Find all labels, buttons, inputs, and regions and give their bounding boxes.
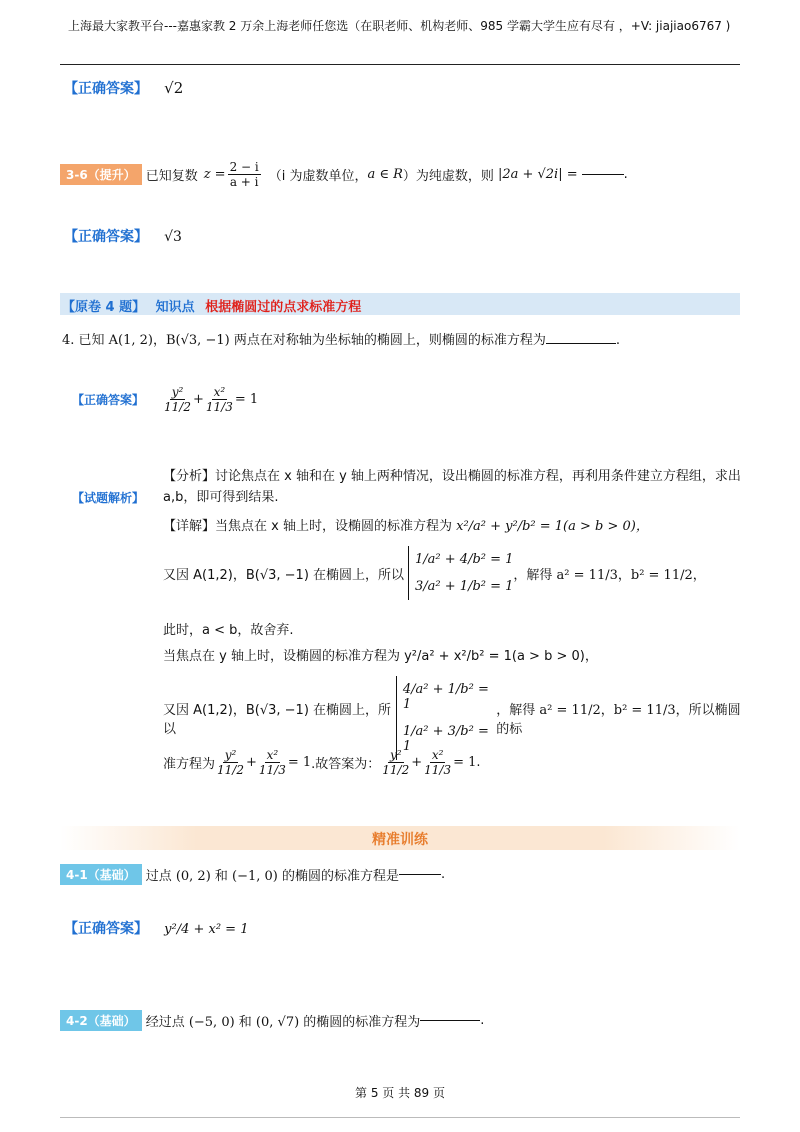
fraction-numerator: x² <box>431 748 444 762</box>
answer-blank <box>399 874 441 875</box>
answer-label: 【正确答案】 <box>64 921 148 937</box>
detail-text: 又因 A(1,2)，B(√3, −1) 在椭圆上，所以 <box>163 567 405 583</box>
plus-sign: + <box>192 392 204 407</box>
detail-end: . <box>476 755 481 770</box>
system-eq: 1/a² + 3/b² = 1 <box>402 724 489 754</box>
answer-blank <box>546 343 616 344</box>
question-badge: 4-2（基础） <box>60 1010 142 1031</box>
analysis-label: 【试题解析】 <box>72 491 145 505</box>
section-heading <box>62 296 361 315</box>
fraction-denominator: 11/3 <box>205 400 233 414</box>
plus-sign: + <box>245 755 257 770</box>
answer-value: y²/4 + x² = 1 <box>164 922 249 937</box>
question-4-1 <box>60 864 445 885</box>
detail-text: ，解得 a² = 11/3，b² = 11/2， <box>513 567 706 583</box>
question-4-2 <box>60 1010 484 1031</box>
plus-sign: + <box>411 755 423 770</box>
detail-line-2 <box>163 546 753 600</box>
footer-divider <box>60 1117 740 1118</box>
answer-term-1 <box>164 385 191 414</box>
math-fraction <box>228 160 261 189</box>
system-eq: 4/a² + 1/b² = 1 <box>402 682 489 712</box>
question-end: . <box>480 1013 485 1028</box>
detail-line-1 <box>163 515 743 534</box>
equation-rhs: = 1 <box>287 755 312 770</box>
question-text: 已知复数 <box>145 169 198 184</box>
question-badge: 3-6（提升） <box>60 164 142 185</box>
math-condition: a ∈ R <box>367 167 403 182</box>
final-term-1 <box>217 748 244 777</box>
system-eq: 1/a² + 4/b² = 1 <box>415 552 514 567</box>
question-text: 4. 已知 A(1, 2)，B(√3, −1) 两点在对称轴为坐标轴的椭圆上，则椭圆的标准方程为 <box>62 333 546 348</box>
answer-label: 【正确答案】 <box>72 393 145 407</box>
answer-row-3-6 <box>64 226 182 246</box>
detail-text: ，解得 a² = 11/2，b² = 11/3，所以椭圆的标 <box>496 703 741 737</box>
fraction-denominator: 11/3 <box>424 763 452 777</box>
math-abs: |2a + √2i| = <box>497 167 578 182</box>
question-4-stem <box>62 329 620 348</box>
fraction-numerator: y² <box>224 748 237 762</box>
fraction-denominator: 11/3 <box>258 763 286 777</box>
answer-term-2 <box>206 385 233 414</box>
detail-line-3: 此时，a < b，故舍弃. <box>163 623 294 638</box>
equation-rhs: = 1 <box>453 755 477 770</box>
fraction-numerator: y² <box>171 385 184 399</box>
fraction-numerator: x² <box>266 748 279 762</box>
question-text: （i 为虚数单位， <box>268 169 368 184</box>
page-number: 第 5 页 共 89 页 <box>355 1086 445 1100</box>
detail-text: .故答案为： <box>311 757 381 772</box>
fraction-numerator: y² <box>389 748 402 762</box>
detail-equation: x²/a² + y²/b² = 1(a > b > 0)， <box>456 519 649 534</box>
training-divider <box>60 826 740 850</box>
question-end: . <box>615 333 620 348</box>
answer-blank <box>582 174 624 175</box>
detail-line-4: 当焦点在 y 轴上时，设椭圆的标准方程为 y²/a² + x²/b² = 1(a > b > 0)， <box>163 649 598 664</box>
equation-rhs: = 1 <box>234 392 259 407</box>
math-z: z = <box>203 167 226 182</box>
fraction-numerator: x² <box>213 385 226 399</box>
answer-value: √2 <box>164 79 184 97</box>
knowledge-point-label: 知识点 <box>155 300 195 315</box>
question-end: . <box>441 867 446 882</box>
fraction-denominator: 11/2 <box>164 400 191 414</box>
final-answer-term-2 <box>424 748 451 777</box>
answer-blank <box>420 1020 480 1021</box>
knowledge-point-title: 根据椭圆过的点求标准方程 <box>205 300 362 315</box>
header-divider <box>60 64 740 65</box>
fraction-numerator: 2 − i <box>229 160 259 174</box>
question-3-6 <box>60 160 628 189</box>
question-text: ）为纯虚数，则 <box>402 169 494 184</box>
answer-row-4 <box>72 385 258 414</box>
question-text: 过点 (0, 2) 和 (−1, 0) 的椭圆的标准方程是 <box>145 869 400 884</box>
answer-value: √3 <box>164 229 182 245</box>
answer-label: 【正确答案】 <box>64 81 148 97</box>
fraction-denominator: a + i <box>229 175 259 189</box>
answer-row-4-1 <box>64 918 248 938</box>
detail-text: 准方程为 <box>163 757 216 772</box>
question-text: 经过点 (−5, 0) 和 (0, √7) 的椭圆的标准方程为 <box>145 1015 421 1030</box>
answer-row-1 <box>64 78 183 98</box>
fraction-denominator: 11/2 <box>217 763 244 777</box>
answer-label: 【正确答案】 <box>64 229 148 245</box>
training-title: 精准训练 <box>372 832 428 848</box>
question-badge: 4-1（基础） <box>60 864 142 885</box>
equation-system-1 <box>408 546 513 600</box>
section-badge: 【原卷 4 题】 <box>62 300 146 315</box>
question-end: . <box>623 167 628 182</box>
final-answer-term-1 <box>382 748 409 777</box>
page-header: 上海最大家教平台---嘉惠家教 2 万余上海老师任您选（在职老师、机构老师、985 学霸大学生应有尽有 ，+V: jiajiao6767 ) <box>68 19 731 33</box>
fraction-denominator: 11/2 <box>382 763 410 777</box>
system-eq: 3/a² + 1/b² = 1 <box>415 579 514 594</box>
analysis-text: 【分析】讨论焦点在 x 轴和在 y 轴上两种情况，设出椭圆的标准方程，再利用条件建立方程组，求出 a,b，即可得到结果. <box>163 469 741 505</box>
final-term-2 <box>259 748 286 777</box>
detail-text: 【详解】当焦点在 x 轴上时，设椭圆的标准方程为 <box>163 519 452 534</box>
detail-line-6 <box>163 748 481 777</box>
detail-text: 又因 A(1,2)，B(√3, −1) 在椭圆上，所以 <box>163 703 392 737</box>
